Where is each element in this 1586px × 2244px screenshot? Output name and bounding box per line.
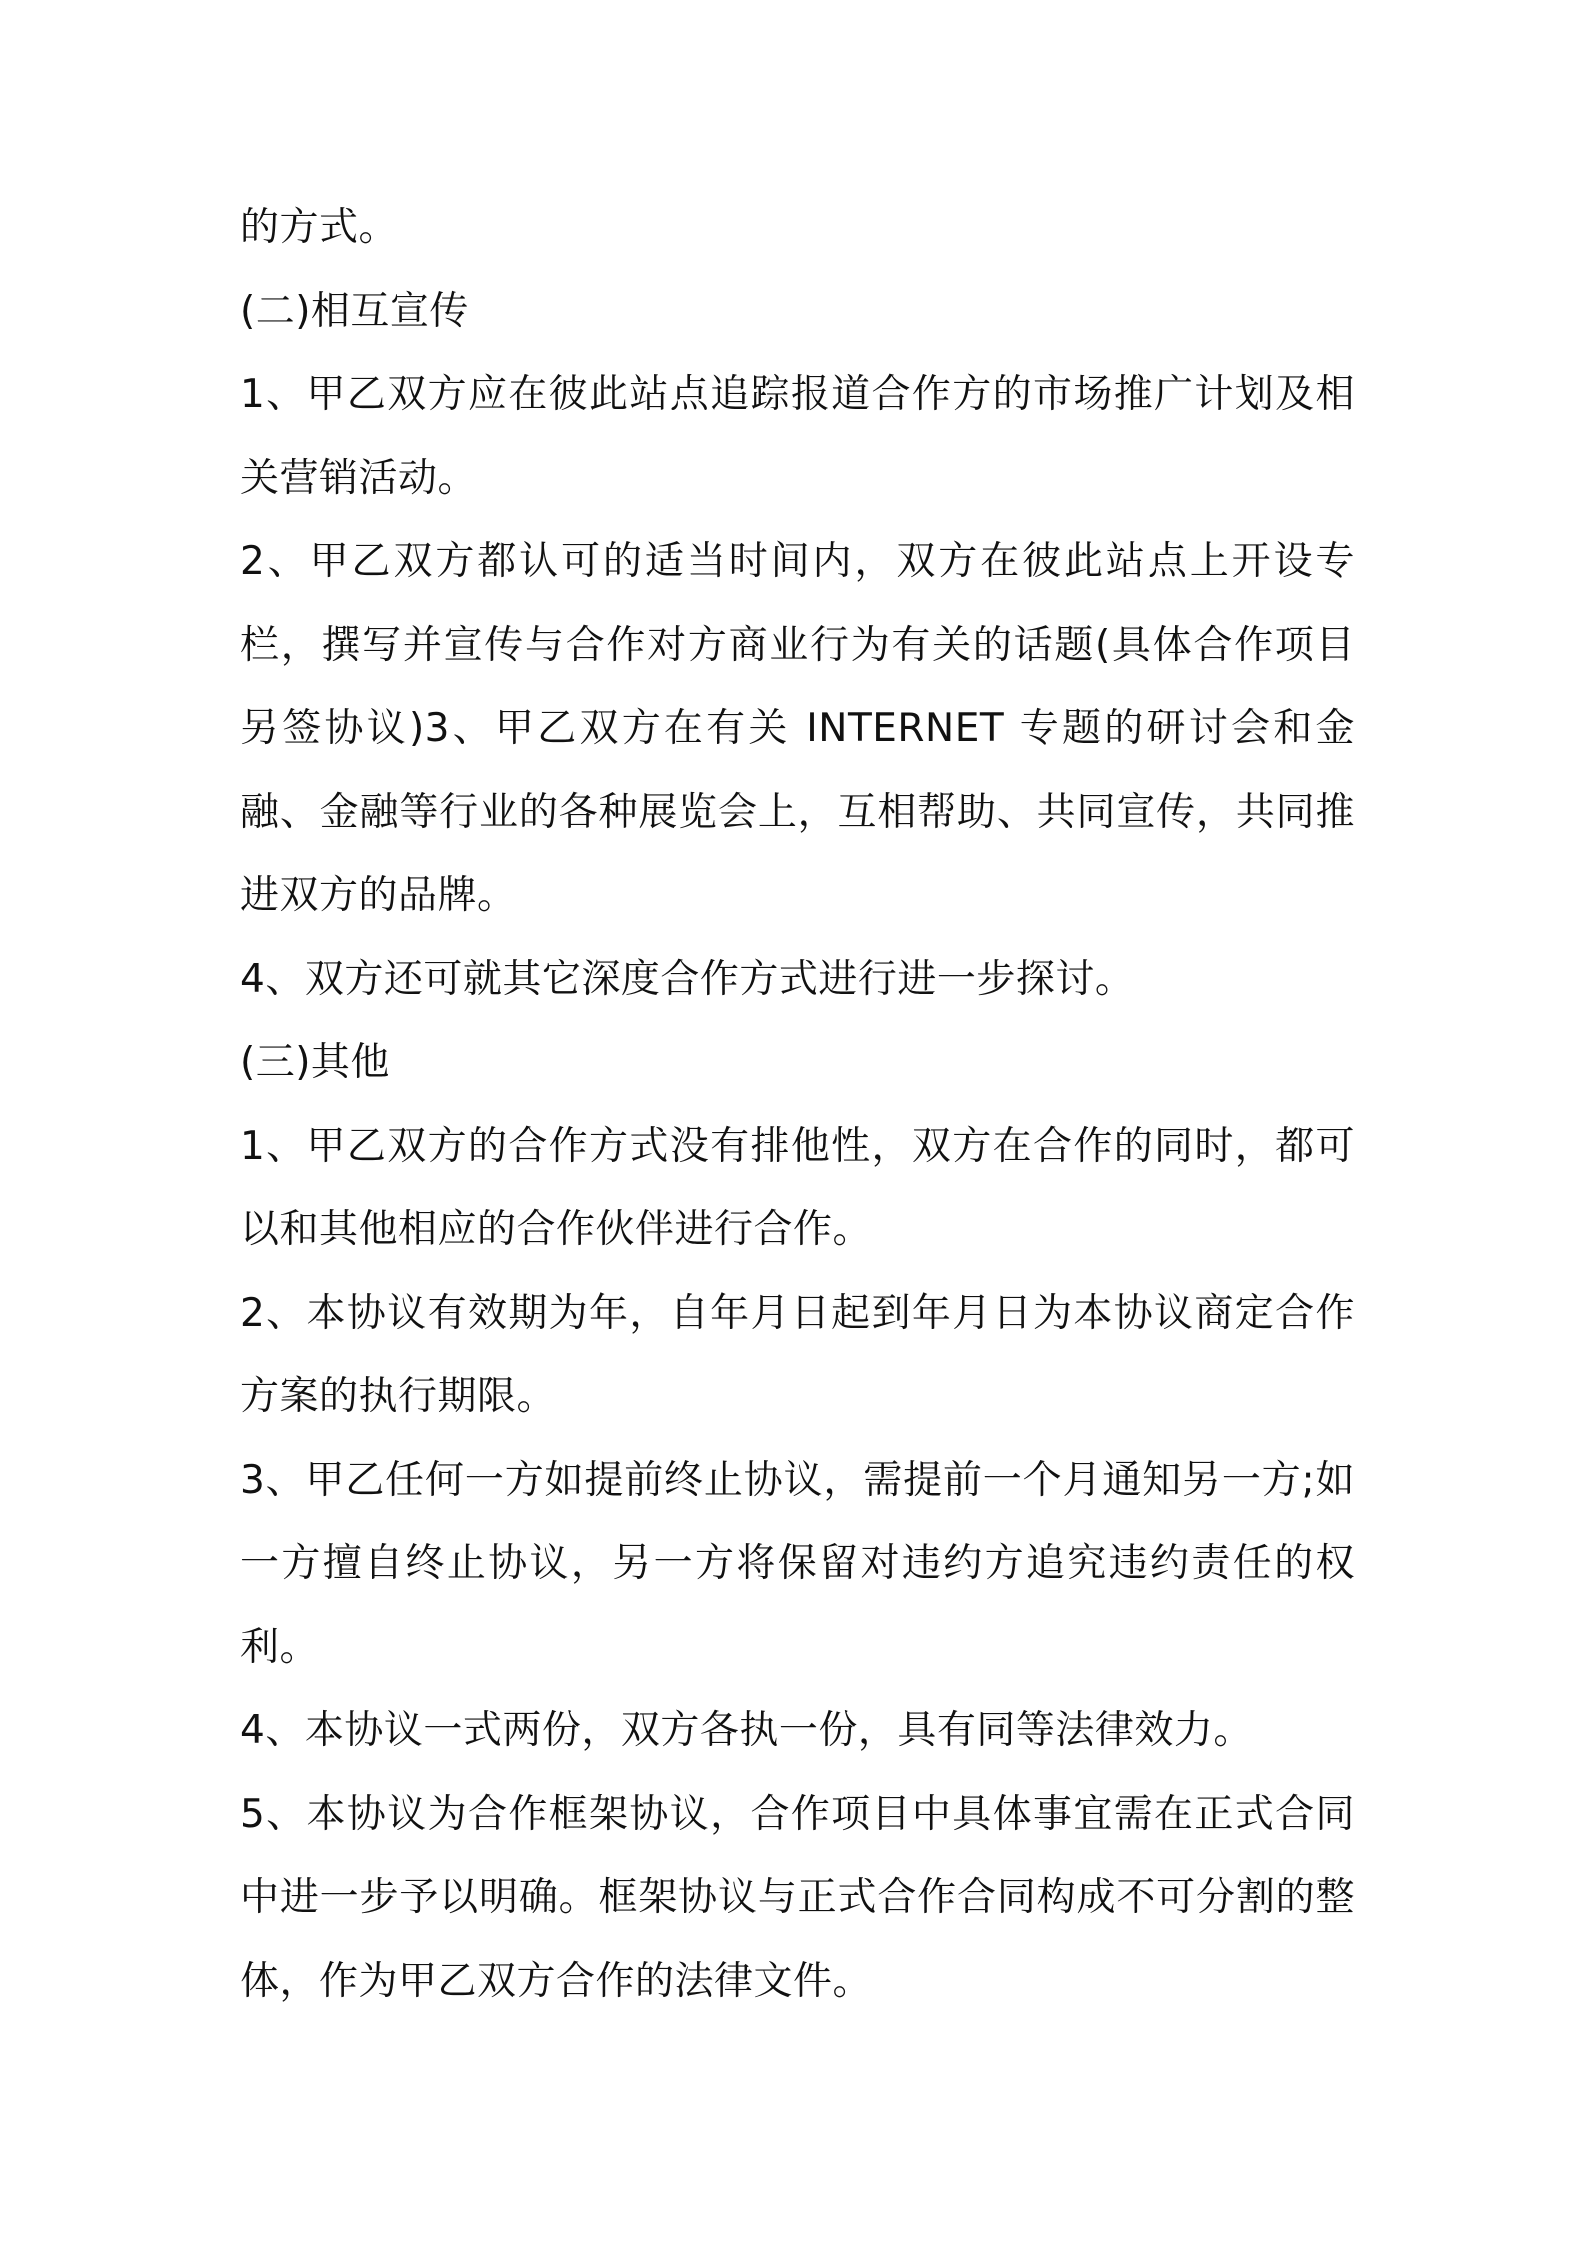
section-heading-mutual-promotion: (二)相互宣传 (240, 288, 469, 334)
paragraph-item-2-3: 2、甲乙双方都认可的适当时间内，双方在彼此站点上开设专栏，撰写并宣传与合作对方商业行为有关的话题(具体合作项目另签协议)3、甲乙双方在有关 INTERNET 专题的研讨会和金融、金融等行业的各种展览会上，互相帮助、共同宣传，共同推进双方的品牌。 (240, 539, 1355, 918)
paragraph-other-4: 4、本协议一式两份，双方各执一份，具有同等法律效力。 (240, 1708, 1253, 1753)
paragraph-other-3: 3、甲乙任何一方如提前终止协议，需提前一个月通知另一方;如一方擅自终止协议，另一方将保留对违约方追究违约责任的权利。 (240, 1457, 1355, 1670)
paragraph-item-4: 4、双方还可就其它深度合作方式进行进一步探讨。 (240, 956, 1135, 1002)
paragraph-other-1: 1、甲乙双方的合作方式没有排他性，双方在合作的同时，都可以和其他相应的合作伙伴进行合作。 (240, 1123, 1355, 1252)
paragraph-other-5: 5、本协议为合作框架协议，合作项目中具体事宜需在正式合同中进一步予以明确。框架协议与正式合作合同构成不可分割的整体，作为甲乙双方合作的法律文件。 (240, 1791, 1355, 2004)
section-heading-other: (三)其他 (240, 1040, 390, 1085)
paragraph-other-2: 2、本协议有效期为年，自年月日起到年月日为本协议商定合作方案的执行期限。 (240, 1290, 1355, 1419)
paragraph-continuation: 的方式。 (240, 205, 399, 250)
paragraph-item-1: 1、甲乙双方应在彼此站点追踪报道合作方的市场推广计划及相关营销活动。 (240, 372, 1355, 501)
document-body (240, 186, 1355, 2023)
